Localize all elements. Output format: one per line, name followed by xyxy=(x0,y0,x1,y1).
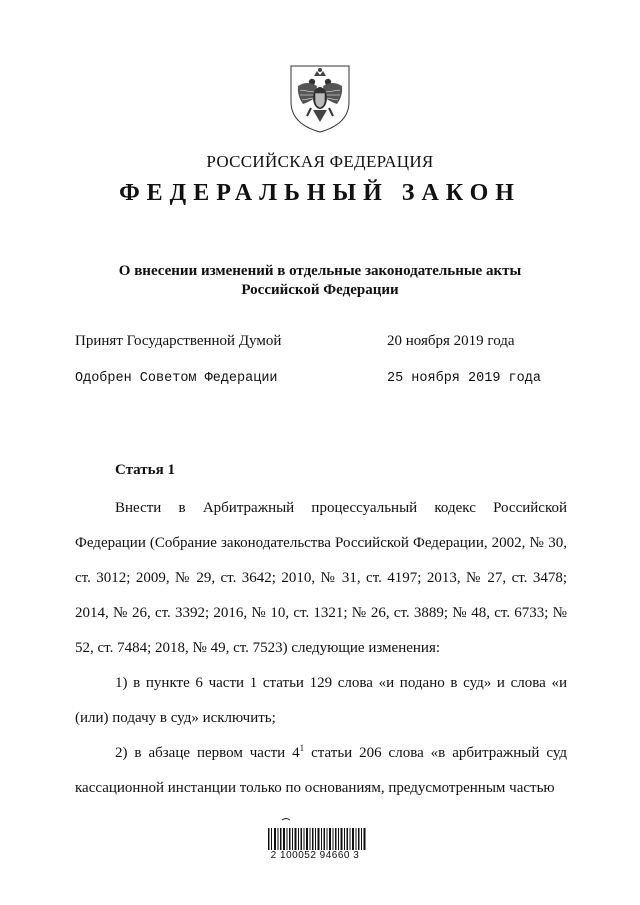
article-intro-paragraph: Внести в Арбитражный процессуальный кодекс Российской Федерации (Собрание законодательства Российской Федерации, 2002, № 30, ст. 3012; 2009, № 29, ст. 3642; 2010, № 31, ст. 4197; 2013, № 27, ст. 3478; 2014, № 26, ст. 3392; 2016, № 10, ст. 1321; № 26, ст. 3889; № 48, ст. 6733; № 52, ст. 7484; 2018, № 49, ст. 7523) следующие изменения: xyxy=(75,500,567,656)
article-item-2-rest: статьи 206 слова «в арбитражный суд кассационной инстанции только по основаниям, предусмотренным частью xyxy=(75,745,568,796)
barcode-icon xyxy=(262,818,372,880)
article-heading: Статья 1 xyxy=(115,462,175,478)
article-item-2 xyxy=(75,736,567,806)
article-item-1: 1) в пункте 6 части 1 статьи 129 слова «и подано в суд» и слова «и (или) подачу в суд» исключить; xyxy=(75,675,567,726)
council-approval-date: 25 ноября 2019 года xyxy=(387,371,541,386)
country-name: РОССИЙСКАЯ ФЕДЕРАЦИЯ xyxy=(206,152,434,171)
duma-adoption-date: 20 ноября 2019 года xyxy=(387,333,515,349)
duma-adoption-label: Принят Государственной Думой xyxy=(75,333,282,349)
article-item-2-superscript: 1 xyxy=(299,743,305,753)
council-approval-label: Одобрен Советом Федерации xyxy=(75,371,278,386)
state-emblem-icon xyxy=(287,62,353,134)
article-item-2-start: 2) в абзаце первом части 4 xyxy=(115,745,300,761)
barcode-number: 2 100052 94660 3 xyxy=(270,850,360,861)
law-title-line-1: О внесении изменений в отдельные законодательные акты xyxy=(118,263,522,279)
law-title xyxy=(0,262,640,300)
article-body xyxy=(75,491,567,806)
document-type: ФЕДЕРАЛЬНЫЙ ЗАКОН xyxy=(119,180,521,206)
law-title-line-2: Российской Федерации xyxy=(241,282,399,298)
